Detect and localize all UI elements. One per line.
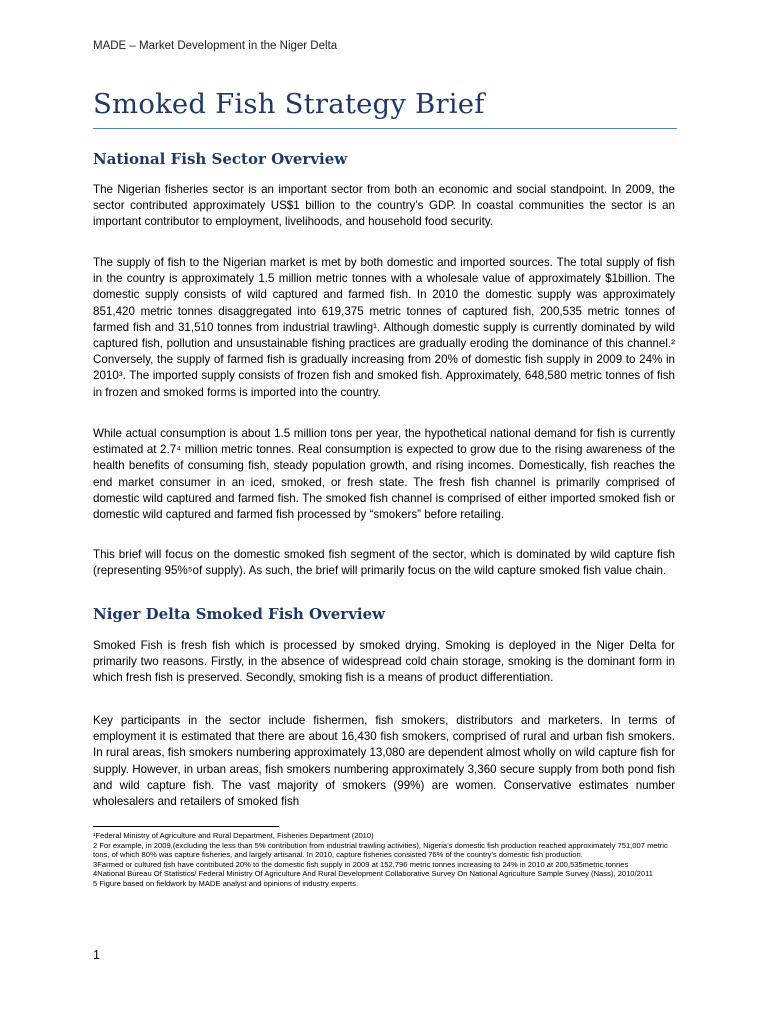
paragraph: The supply of fish to the Nigerian market is met by both domestic and imported sources. The total supply of fish in the country is approximately 1.5 million metric tonnes with a wholesale value of approximately $1billion. The domestic supply consists of wild captured and farmed fish. In 2010 the domestic supply was approximately 851,420 metric tonnes disaggregated into 619,375 metric tonnes of captured fish, 200,535 metric tonnes of farmed fish and 31,510 tonnes from industrial trawling¹. Although domestic supply is currently dominated by wild captured fish, pollution and unsustainable fishing practices are gradually eroding the dominance of this channel.² Conversely, the supply of farmed fish is gradually increasing from 20% of domestic fish supply in 2009 to 24% in 2010³. The imported supply consists of frozen fish and smoked fish. Approximately, 648,580 metric tonnes of fish in frozen and smoked forms is imported into the country. bbox=[93, 256, 675, 399]
section-heading-national-fish-sector: National Fish Sector Overview bbox=[93, 150, 348, 168]
footnote: 3Farmed or cultured fish have contributed 20% to the domestic fish supply in 2009 at 152,796 metric tonnes increasing to 24% in 2010 at 200,535metric tonnes bbox=[93, 859, 629, 869]
footnote-separator bbox=[93, 826, 279, 827]
footnotes bbox=[93, 831, 675, 889]
document-title: Smoked Fish Strategy Brief bbox=[93, 88, 485, 120]
footnote: ¹Federal Ministry of Agriculture and Rural Department, Fisheries Department (2010) bbox=[93, 831, 374, 840]
footnote: 5 Figure based on fieldwork by MADE analyst and opinions of industry experts. bbox=[93, 878, 359, 888]
paragraph: Key participants in the sector include fishermen, fish smokers, distributors and marketers. In terms of employment it is estimated that there are about 16,430 fish smokers, comprised of rural and urban fish smokers. In rural areas, fish smokers numbering approximately 13,080 are dependent almost wholly on wild capture fish for supply. However, in urban areas, fish smokers numbering approximately 3,360 secure supply from both pond fish and wild capture fish. The vast majority of smokers (99%) are women. Conservative estimates number wholesalers and retailers of smoked fish bbox=[93, 714, 675, 809]
paragraph: While actual consumption is about 1.5 million tons per year, the hypothetical national demand for fish is currently estimated at 2.7⁴ million metric tonnes. Real consumption is expected to grow due to the rising awareness of the health benefits of consuming fish, steady population growth, and rising incomes. Domestically, fish reaches the end market consumer in an iced, smoked, or fresh state. The fresh fish channel is primarily comprised of domestic wild captured and farmed fish. The smoked fish channel is comprised of either imported smoked fish or domestic wild captured and farmed fish processed by “smokers” before retailing. bbox=[93, 427, 675, 522]
footnote: 4National Bureau Of Statistics/ Federal Ministry Of Agriculture And Rural Development Collaborative Survey On National Agriculture Sample Survey (Nass), 2010/2011 bbox=[93, 869, 653, 879]
running-header: MADE – Market Development in the Niger Delta bbox=[93, 40, 338, 52]
page-number: 1 bbox=[93, 948, 100, 962]
title-underline bbox=[93, 128, 677, 129]
paragraph: The Nigerian fisheries sector is an important sector from both an economic and social standpoint. In 2009, the sector contributed approximately US$1 billion to the country’s GDP. In coastal communities the sector is an important contributor to employment, livelihoods, and household food security. bbox=[93, 183, 675, 229]
footnote: 2 For example, in 2009,(excluding the less than 5% contribution from industrial trawling activities), Nigeria’s domestic fish production reached approximately 751,007 metric tons, of which 80% was capture fisheries, and largely artisanal. In 2010, capture fisheries consisted 76% of the country's domestic fish production. bbox=[93, 840, 668, 860]
paragraph: This brief will focus on the domestic smoked fish segment of the sector, which is dominated by wild capture fish (representing 95%⁵of supply). As such, the brief will primarily focus on the wild capture smoked fish value chain. bbox=[93, 548, 675, 578]
paragraph: Smoked Fish is fresh fish which is processed by smoked drying. Smoking is deployed in the Niger Delta for primarily two reasons. Firstly, in the absence of widespread cold chain storage, smoking is the dominant form in which fresh fish is preserved. Secondly, smoking fish is a means of product differentiation. bbox=[93, 639, 675, 685]
section-heading-niger-delta-smoked-fish: Niger Delta Smoked Fish Overview bbox=[93, 605, 386, 623]
